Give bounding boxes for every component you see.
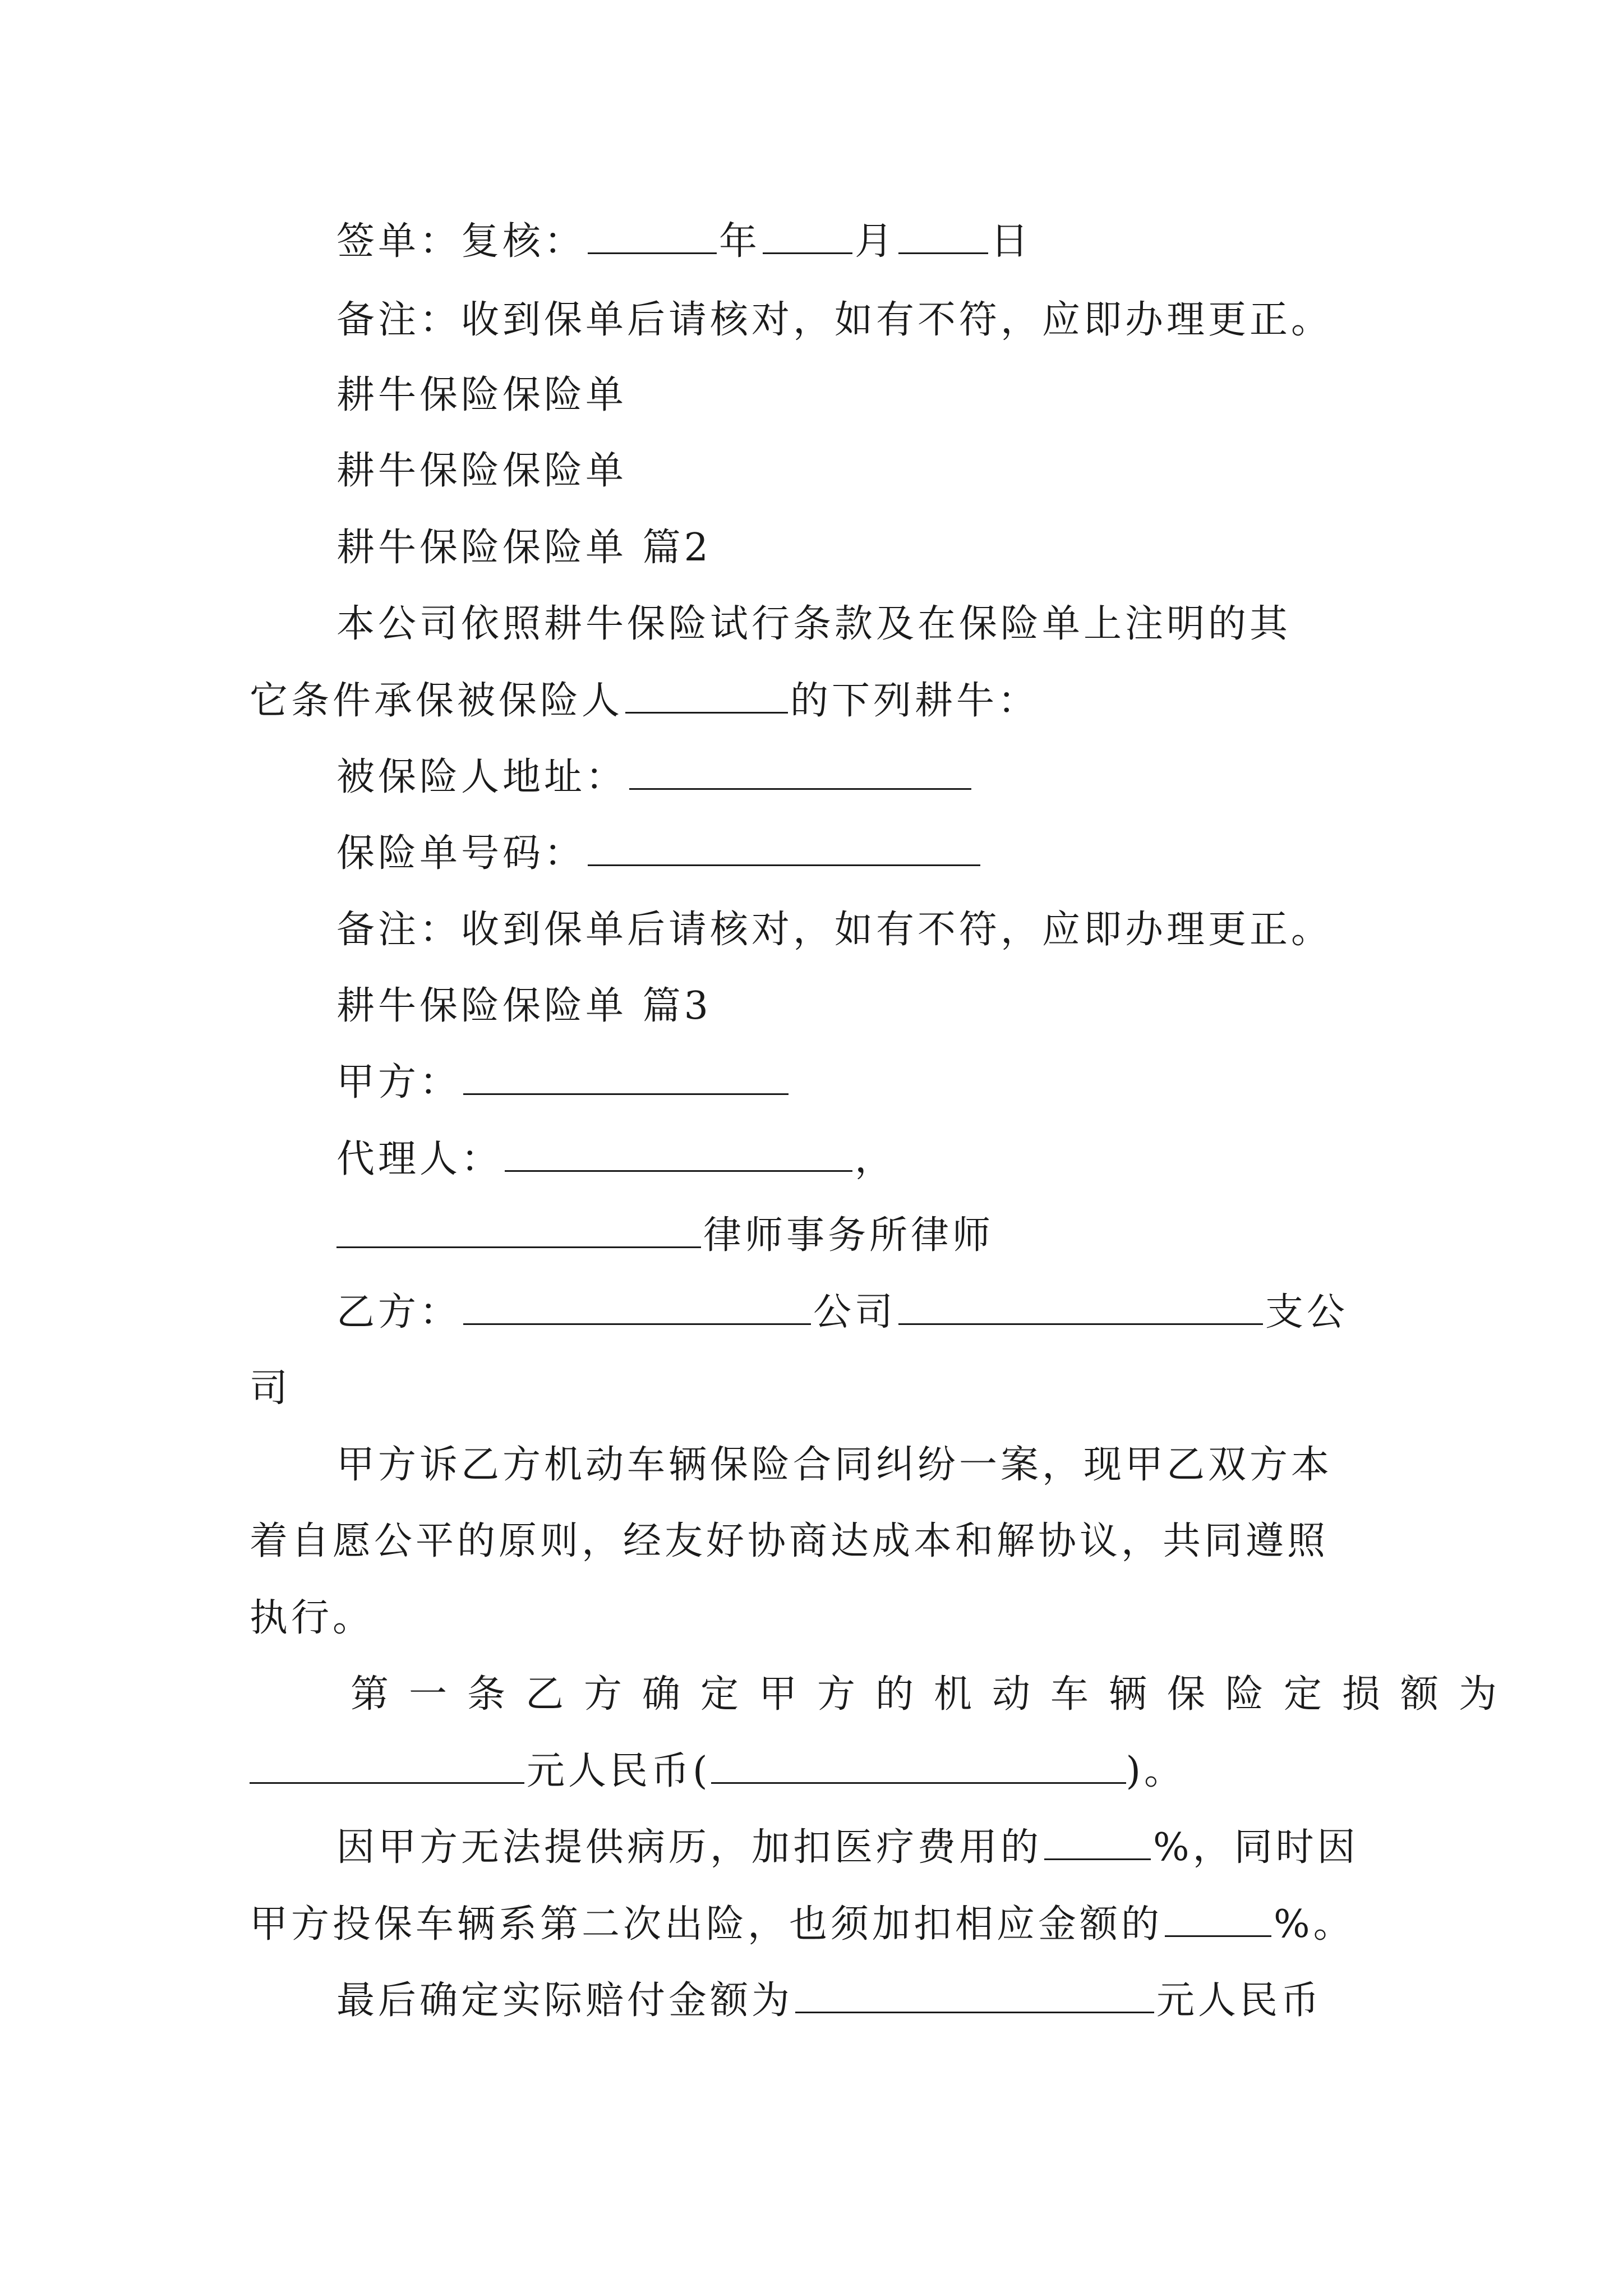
amount-label: 元人民币( bbox=[527, 1749, 711, 1793]
medical-percent-suffix: %，同时因 bbox=[1153, 1825, 1359, 1870]
second-claim-label: 甲方投保车辆系第二次出险，也须加扣相应金额的 bbox=[250, 1902, 1163, 1947]
article-one-line: 第一条乙方确定甲方的机动车辆保险定损额为 bbox=[351, 1672, 1518, 1717]
party-b-label: 乙方： bbox=[336, 1290, 462, 1335]
agent-line bbox=[336, 1134, 896, 1185]
insured-suffix: 的下列耕牛： bbox=[790, 679, 1040, 723]
insured-label: 它条件承保被保险人 bbox=[250, 679, 624, 723]
month-blank bbox=[763, 219, 852, 254]
day-blank bbox=[898, 219, 988, 254]
remark-line-2: 备注：收到保单后请核对，如有不符，应即办理更正。 bbox=[336, 908, 1333, 952]
heading-policy: 耕牛保险保险单 bbox=[336, 373, 628, 417]
amount-close: )。 bbox=[1126, 1749, 1186, 1793]
company-blank bbox=[463, 1290, 811, 1325]
policy-number-blank bbox=[588, 831, 980, 866]
branch-label: 支公 bbox=[1265, 1290, 1349, 1335]
sign-review-label: 签单：复核： bbox=[336, 219, 586, 264]
law-firm-label: 律师事务所律师 bbox=[703, 1213, 994, 1258]
party-a-label: 甲方： bbox=[336, 1060, 462, 1105]
law-firm-blank bbox=[336, 1213, 701, 1248]
day-label: 日 bbox=[990, 219, 1032, 264]
second-claim-line bbox=[250, 1899, 1355, 1950]
amount-words-blank bbox=[711, 1749, 1126, 1784]
final-amount-label: 最后确定实际赔付金额为 bbox=[336, 1978, 794, 2023]
year-blank bbox=[588, 219, 717, 254]
branch-continuation: 司 bbox=[250, 1366, 292, 1411]
month-label: 月 bbox=[855, 219, 897, 264]
party-a-line bbox=[336, 1057, 791, 1108]
second-claim-percent-blank bbox=[1165, 1902, 1271, 1937]
remark-line: 备注：收到保单后请核对，如有不符，应即办理更正。 bbox=[336, 298, 1333, 342]
branch-blank bbox=[898, 1290, 1263, 1325]
section-heading-2: 耕牛保险保险单 篇2 bbox=[336, 526, 712, 570]
year-label: 年 bbox=[719, 219, 761, 264]
medical-percent-blank bbox=[1044, 1825, 1151, 1860]
amount-blank bbox=[250, 1749, 524, 1784]
agent-label: 代理人： bbox=[336, 1137, 503, 1181]
agent-blank bbox=[505, 1137, 852, 1172]
paragraph-line-2: 甲方诉乙方机动车辆保险合同纠纷一案，现甲乙双方本 bbox=[336, 1443, 1333, 1487]
party-b-line bbox=[336, 1287, 1348, 1338]
insured-line bbox=[250, 676, 1039, 726]
heading-policy-repeat: 耕牛保险保险单 bbox=[336, 449, 628, 493]
paragraph-line-4: 执行。 bbox=[250, 1596, 375, 1640]
address-line bbox=[336, 752, 974, 803]
final-amount-line bbox=[336, 1976, 1322, 2026]
address-label: 被保险人地址： bbox=[336, 755, 628, 799]
address-blank bbox=[629, 754, 971, 790]
final-amount-suffix: 元人民币 bbox=[1156, 1978, 1323, 2023]
insured-blank bbox=[625, 678, 788, 714]
agent-comma: ， bbox=[855, 1137, 897, 1181]
second-claim-suffix: %。 bbox=[1274, 1902, 1355, 1947]
final-amount-blank bbox=[795, 1978, 1154, 2013]
policy-number-line bbox=[336, 829, 983, 879]
law-firm-line bbox=[336, 1211, 994, 1261]
policy-number-label: 保险单号码： bbox=[336, 831, 586, 876]
party-a-blank bbox=[463, 1060, 789, 1095]
amount-line bbox=[250, 1746, 1186, 1797]
paragraph-line-3: 着自愿公平的原则，经友好协商达成本和解协议，共同遵照 bbox=[250, 1519, 1329, 1563]
sign-review-date-line bbox=[336, 217, 1032, 267]
company-label: 公司 bbox=[813, 1290, 897, 1335]
medical-deduction-label: 因甲方无法提供病历，加扣医疗费用的 bbox=[336, 1825, 1043, 1870]
medical-deduction-line bbox=[336, 1823, 1359, 1873]
section-heading-3: 耕牛保险保险单 篇3 bbox=[336, 984, 712, 1028]
paragraph-line: 本公司依照耕牛保险试行条款及在保险单上注明的其 bbox=[336, 602, 1292, 646]
